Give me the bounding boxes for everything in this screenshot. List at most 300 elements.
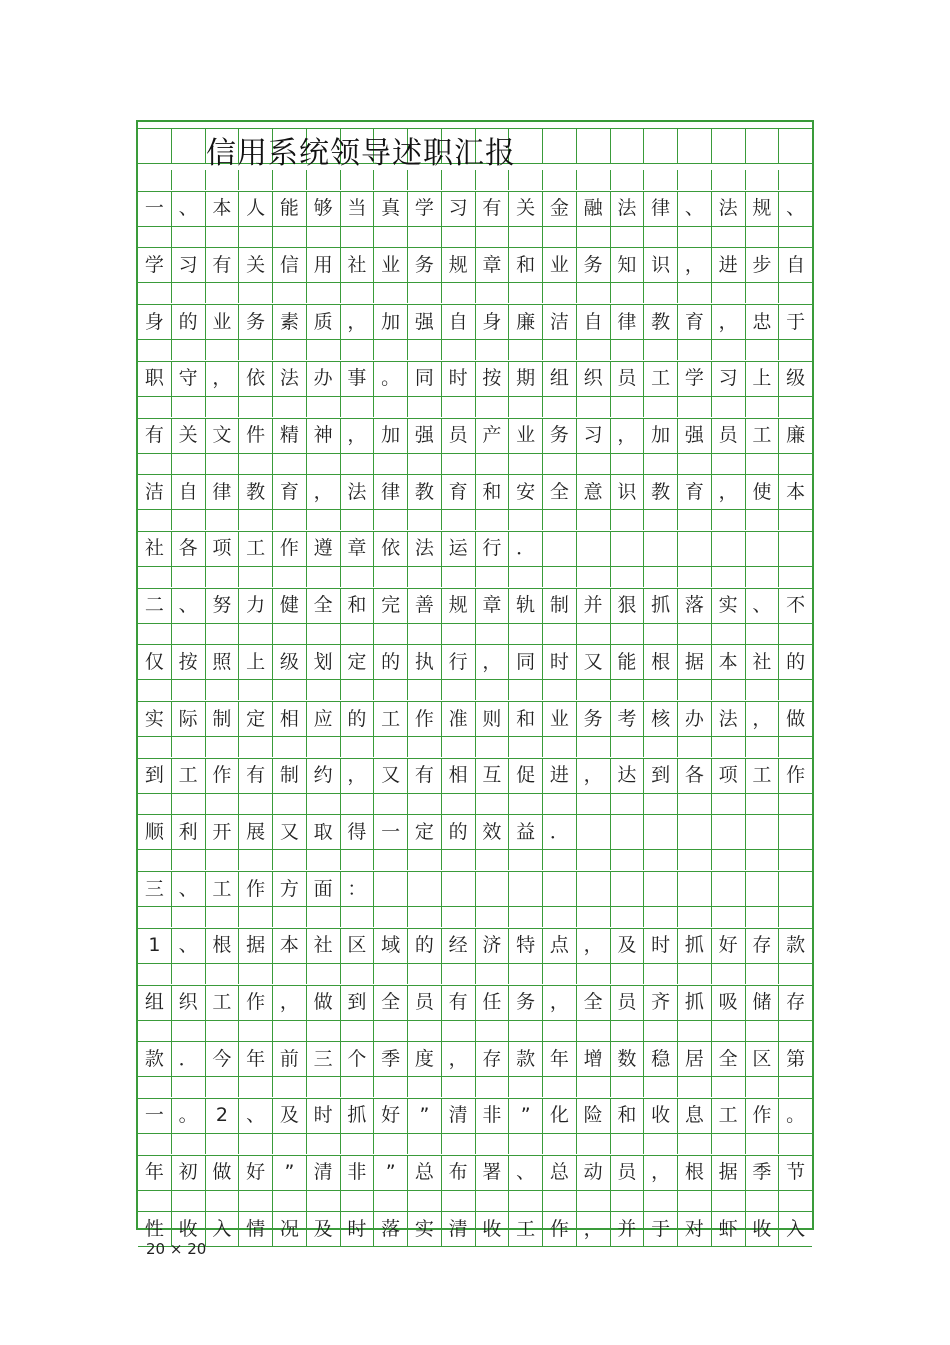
grid-cell: 自 [172, 474, 206, 510]
grid-cell [611, 814, 645, 850]
grid-cell: 并 [577, 588, 611, 624]
grid-cell: ， [442, 1041, 476, 1077]
grid-cell: 益 [509, 814, 543, 850]
grid-cell: 力 [239, 588, 273, 624]
grid-cell: 员 [611, 1155, 645, 1191]
grid-cell: 进 [712, 247, 746, 283]
grid-cell: 员 [408, 985, 442, 1021]
grid-cell: 法 [712, 191, 746, 227]
grid-cell: 定 [408, 814, 442, 850]
grid-cell [509, 871, 543, 907]
grid-cell [577, 128, 611, 164]
grid-cell: 做 [779, 701, 812, 737]
grid-cell: 季 [746, 1155, 780, 1191]
grid-cell: 经 [442, 928, 476, 964]
grid-cell: 章 [341, 531, 375, 567]
grid-cell: 清 [442, 1098, 476, 1134]
grid-cell: 相 [442, 758, 476, 794]
grid-cell: 化 [543, 1098, 577, 1134]
grid-cell: 员 [611, 985, 645, 1021]
grid-cell: 划 [307, 644, 341, 680]
grid-cell: 育 [678, 304, 712, 340]
grid-cell [172, 128, 206, 164]
grid-cell: 据 [712, 1155, 746, 1191]
grid-cell: 方 [273, 871, 307, 907]
grid-cell: 和 [611, 1098, 645, 1134]
grid-cell: 时 [341, 1211, 375, 1247]
grid-cell: 学 [138, 247, 172, 283]
grid-cell: 工 [746, 418, 780, 454]
grid-cell: 自 [577, 304, 611, 340]
grid-cell: 神 [307, 418, 341, 454]
grid-cell: 自 [779, 247, 812, 283]
grid-row [138, 1155, 812, 1191]
grid-cell: 有 [239, 758, 273, 794]
document-title: 信用系统领导述职汇报 [206, 136, 516, 171]
grid-cell: ， [577, 1211, 611, 1247]
grid-cell: 做 [206, 1155, 240, 1191]
grid-cell: 能 [273, 191, 307, 227]
grid-cell: 级 [779, 361, 812, 397]
grid-gap [138, 1077, 812, 1097]
grid-cell: 定 [341, 644, 375, 680]
grid-cell: 教 [644, 474, 678, 510]
grid-cell: 学 [408, 191, 442, 227]
grid-cell: ， [712, 474, 746, 510]
grid-cell: 的 [374, 644, 408, 680]
grid-cell: 健 [273, 588, 307, 624]
grid-cell: ： [341, 871, 375, 907]
grid-cell: 全 [577, 985, 611, 1021]
grid-cell: 本 [206, 191, 240, 227]
grid-cell: 任 [476, 985, 510, 1021]
grid-cell: 、 [172, 588, 206, 624]
grid-cell: 有 [408, 758, 442, 794]
grid-cell: 储 [746, 985, 780, 1021]
grid-cell: 的 [779, 644, 812, 680]
grid-cell: 社 [341, 247, 375, 283]
grid-cell: 好 [374, 1098, 408, 1134]
grid-cell: 职 [138, 361, 172, 397]
grid-gap [138, 1134, 812, 1154]
grid-cell: 廉 [509, 304, 543, 340]
grid-cell: 应 [307, 701, 341, 737]
grid-cell [577, 871, 611, 907]
grid-cell: 业 [509, 418, 543, 454]
grid-cell: ． [172, 1041, 206, 1077]
grid-cell: ， [712, 304, 746, 340]
grid-cell: 信 [273, 247, 307, 283]
grid-cell: 工 [374, 701, 408, 737]
grid-cell: 人 [239, 191, 273, 227]
grid-cell: 前 [273, 1041, 307, 1077]
grid-cell: 办 [307, 361, 341, 397]
grid-cell: 全 [374, 985, 408, 1021]
grid-cell: 织 [172, 985, 206, 1021]
grid-gap [138, 1021, 812, 1041]
grid-cell: 非 [476, 1098, 510, 1134]
grid-cell: 本 [779, 474, 812, 510]
grid-cell: 三 [307, 1041, 341, 1077]
grid-cell: 工 [746, 758, 780, 794]
grid-cell [678, 531, 712, 567]
grid-cell: 的 [172, 304, 206, 340]
grid-gap [138, 510, 812, 530]
grid-cell: 律 [374, 474, 408, 510]
grid-gap [138, 567, 812, 587]
grid-cell [746, 871, 780, 907]
grid-cell: 入 [206, 1211, 240, 1247]
grid-gap [138, 850, 812, 870]
grid-cell: ， [273, 985, 307, 1021]
grid-cell: 律 [206, 474, 240, 510]
grid-cell: 业 [543, 701, 577, 737]
grid-cell: 努 [206, 588, 240, 624]
grid-cell [678, 814, 712, 850]
grid-cell: 稳 [644, 1041, 678, 1077]
grid-cell: ” [374, 1155, 408, 1191]
grid-row [138, 758, 812, 794]
grid-cell [678, 128, 712, 164]
grid-cell: ， [341, 758, 375, 794]
grid-cell [644, 871, 678, 907]
grid-cell: 收 [746, 1211, 780, 1247]
grid-cell: 教 [644, 304, 678, 340]
grid-row [138, 418, 812, 454]
grid-cell [611, 531, 645, 567]
grid-cell: ． [509, 531, 543, 567]
grid-cell: 质 [307, 304, 341, 340]
grid-cell: ” [273, 1155, 307, 1191]
grid-cell: 时 [644, 928, 678, 964]
grid-cell: 得 [341, 814, 375, 850]
grid-cell: 育 [273, 474, 307, 510]
grid-cell: 存 [476, 1041, 510, 1077]
grid-cell: 抓 [341, 1098, 375, 1134]
grid-cell: 完 [374, 588, 408, 624]
grid-cell [712, 871, 746, 907]
grid-cell: 能 [611, 644, 645, 680]
grid-cell: 实 [408, 1211, 442, 1247]
grid-cell [138, 128, 172, 164]
grid-cell: 落 [374, 1211, 408, 1247]
grid-cell: 时 [307, 1098, 341, 1134]
grid-cell: 抓 [678, 985, 712, 1021]
grid-cell [611, 128, 645, 164]
grid-cell: 作 [239, 985, 273, 1021]
grid-cell: 区 [746, 1041, 780, 1077]
grid-cell: 点 [543, 928, 577, 964]
grid-cell: 育 [442, 474, 476, 510]
grid-cell: 用 [307, 247, 341, 283]
grid-cell: 年 [543, 1041, 577, 1077]
grid-cell: 习 [577, 418, 611, 454]
grid-cell: 有 [138, 418, 172, 454]
grid-cell: 工 [644, 361, 678, 397]
grid-cell: 务 [408, 247, 442, 283]
grid-cell: 入 [779, 1211, 812, 1247]
grid-gap [138, 737, 812, 757]
grid-cell: 遵 [307, 531, 341, 567]
grid-cell: 法 [341, 474, 375, 510]
grid-cell: 和 [341, 588, 375, 624]
grid-cell: 识 [644, 247, 678, 283]
grid-cell: 际 [172, 701, 206, 737]
grid-cell: 息 [678, 1098, 712, 1134]
grid-cell: 有 [442, 985, 476, 1021]
grid-row [138, 531, 812, 567]
grid-cell: 款 [779, 928, 812, 964]
grid-cell [779, 814, 812, 850]
grid-cell: 收 [644, 1098, 678, 1134]
grid-cell: 素 [273, 304, 307, 340]
grid-cell: 教 [239, 474, 273, 510]
grid-cell: 收 [476, 1211, 510, 1247]
grid-cell: 达 [611, 758, 645, 794]
grid-cell: 有 [476, 191, 510, 227]
grid-gap [138, 794, 812, 814]
grid-cell: 依 [239, 361, 273, 397]
grid-row [138, 304, 812, 340]
grid-cell: 真 [374, 191, 408, 227]
grid-cell [746, 814, 780, 850]
grid-row [138, 644, 812, 680]
grid-cell: ， [476, 644, 510, 680]
grid-cell [577, 814, 611, 850]
grid-cell: 够 [307, 191, 341, 227]
grid-cell: 加 [374, 304, 408, 340]
grid-cell: 务 [239, 304, 273, 340]
grid-cell: 规 [442, 588, 476, 624]
grid-cell: 度 [408, 1041, 442, 1077]
grid-cell: 三 [138, 871, 172, 907]
grid-cell: 关 [509, 191, 543, 227]
grid-cell: 款 [138, 1041, 172, 1077]
grid-cell [476, 871, 510, 907]
grid-cell: 意 [577, 474, 611, 510]
grid-cell [678, 871, 712, 907]
grid-cell: 、 [779, 191, 812, 227]
grid-row [138, 191, 812, 227]
grid-cell: ， [341, 418, 375, 454]
grid-cell: 年 [239, 1041, 273, 1077]
grid-cell: 行 [476, 531, 510, 567]
grid-cell: 各 [678, 758, 712, 794]
grid-cell: 好 [712, 928, 746, 964]
grid-cell: 年 [138, 1155, 172, 1191]
grid-gap [138, 624, 812, 644]
grid-cell: ， [307, 474, 341, 510]
grid-cell: 到 [644, 758, 678, 794]
grid-cell: 促 [509, 758, 543, 794]
grid-cell [712, 531, 746, 567]
grid-cell: 第 [779, 1041, 812, 1077]
grid-cell [779, 871, 812, 907]
grid-cell [543, 871, 577, 907]
grid-cell: 有 [206, 247, 240, 283]
grid-cell: 总 [543, 1155, 577, 1191]
grid-cell: 制 [206, 701, 240, 737]
grid-cell: 自 [442, 304, 476, 340]
grid-cell: 狠 [611, 588, 645, 624]
grid-cell: 布 [442, 1155, 476, 1191]
grid-cell: 效 [476, 814, 510, 850]
grid-gap [138, 283, 812, 303]
grid-row [138, 247, 812, 283]
grid-cell: 文 [206, 418, 240, 454]
grid-cell [779, 128, 812, 164]
grid-cell [746, 531, 780, 567]
grid-cell: 洁 [138, 474, 172, 510]
grid-cell: 务 [543, 418, 577, 454]
grid-cell: 法 [273, 361, 307, 397]
grid-cell: 作 [408, 701, 442, 737]
grid-cell: 当 [341, 191, 375, 227]
grid-cell: 本 [712, 644, 746, 680]
grid-cell: 1 [138, 928, 172, 964]
grid-cell: ， [746, 701, 780, 737]
grid-cell: 作 [206, 758, 240, 794]
grid-cell: ， [577, 758, 611, 794]
grid-cell [644, 814, 678, 850]
grid-cell [712, 814, 746, 850]
grid-row [138, 928, 812, 964]
grid-cell: 存 [746, 928, 780, 964]
grid-cell: 展 [239, 814, 273, 850]
grid-cell: 、 [239, 1098, 273, 1134]
grid-cell: 初 [172, 1155, 206, 1191]
grid-cell: 身 [476, 304, 510, 340]
grid-cell [408, 871, 442, 907]
grid-cell: 则 [476, 701, 510, 737]
grid-cell: 安 [509, 474, 543, 510]
grid-cell: 仅 [138, 644, 172, 680]
grid-cell: 考 [611, 701, 645, 737]
grid-cell: ， [644, 1155, 678, 1191]
manuscript-grid [136, 120, 814, 1240]
grid-cell: 忠 [746, 304, 780, 340]
grid-cell: 据 [239, 928, 273, 964]
grid-cell: 全 [712, 1041, 746, 1077]
grid-cell: 居 [678, 1041, 712, 1077]
grid-cell: 情 [239, 1211, 273, 1247]
grid-cell: ， [577, 928, 611, 964]
grid-cell: 2 [206, 1098, 240, 1134]
grid-cell: 又 [273, 814, 307, 850]
grid-cell [543, 531, 577, 567]
grid-cell: 轨 [509, 588, 543, 624]
grid-cell: 及 [307, 1211, 341, 1247]
grid-cell: ． [543, 814, 577, 850]
grid-cell: 业 [374, 247, 408, 283]
grid-cell: 照 [206, 644, 240, 680]
grid-cell: 工 [206, 871, 240, 907]
grid-cell: 开 [206, 814, 240, 850]
grid-cell: 抓 [644, 588, 678, 624]
grid-row [138, 474, 812, 510]
grid-row [138, 985, 812, 1021]
grid-cell: 金 [543, 191, 577, 227]
grid-cell: 抓 [678, 928, 712, 964]
grid-cell: 况 [273, 1211, 307, 1247]
grid-cell: 项 [712, 758, 746, 794]
grid-row [138, 361, 812, 397]
grid-cell: 互 [476, 758, 510, 794]
grid-row [138, 701, 812, 737]
grid-cell [442, 871, 476, 907]
grid-cell: 规 [746, 191, 780, 227]
grid-row [138, 1041, 812, 1077]
grid-cell: 精 [273, 418, 307, 454]
grid-cell: 步 [746, 247, 780, 283]
grid-cell: 和 [509, 701, 543, 737]
grid-cell: 二 [138, 588, 172, 624]
grid-cell: ， [678, 247, 712, 283]
grid-cell: 业 [206, 304, 240, 340]
grid-cell: 习 [172, 247, 206, 283]
grid-row [138, 1211, 812, 1247]
grid-cell: 按 [476, 361, 510, 397]
grid-gap [138, 964, 812, 984]
grid-cell: 时 [543, 644, 577, 680]
grid-cell: ” [509, 1098, 543, 1134]
grid-cell: 强 [408, 304, 442, 340]
grid-cell [611, 871, 645, 907]
grid-cell: 存 [779, 985, 812, 1021]
grid-cell: 使 [746, 474, 780, 510]
grid-cell: 据 [678, 644, 712, 680]
grid-cell: 济 [476, 928, 510, 964]
grid-cell: 核 [644, 701, 678, 737]
grid-cell: 实 [712, 588, 746, 624]
grid-cell: 本 [273, 928, 307, 964]
grid-cell: 规 [442, 247, 476, 283]
grid-cell: 洁 [543, 304, 577, 340]
grid-cell: 利 [172, 814, 206, 850]
grid-cell: 按 [172, 644, 206, 680]
grid-cell: 实 [138, 701, 172, 737]
grid-cell: 法 [712, 701, 746, 737]
grid-cell: 全 [543, 474, 577, 510]
grid-cell: 。 [779, 1098, 812, 1134]
grid-cell [644, 128, 678, 164]
grid-cell [644, 531, 678, 567]
grid-cell: 虾 [712, 1211, 746, 1247]
grid-cell: 增 [577, 1041, 611, 1077]
grid-cell: 办 [678, 701, 712, 737]
grid-cell: ， [611, 418, 645, 454]
grid-cell: 强 [678, 418, 712, 454]
grid-cell: 善 [408, 588, 442, 624]
grid-cell: 法 [611, 191, 645, 227]
grid-cell: 同 [509, 644, 543, 680]
grid-cell: 定 [239, 701, 273, 737]
grid-cell: 作 [239, 871, 273, 907]
grid-cell: 一 [138, 191, 172, 227]
grid-cell: 相 [273, 701, 307, 737]
grid-cell: 作 [746, 1098, 780, 1134]
grid-cell: 特 [509, 928, 543, 964]
grid-cell: 制 [273, 758, 307, 794]
grid-cell: 廉 [779, 418, 812, 454]
grid-cell: 准 [442, 701, 476, 737]
grid-cell: 一 [374, 814, 408, 850]
grid-row [138, 814, 812, 850]
grid-cell: 又 [577, 644, 611, 680]
grid-gap [138, 227, 812, 247]
grid-gap [138, 680, 812, 700]
grid-cell [374, 871, 408, 907]
